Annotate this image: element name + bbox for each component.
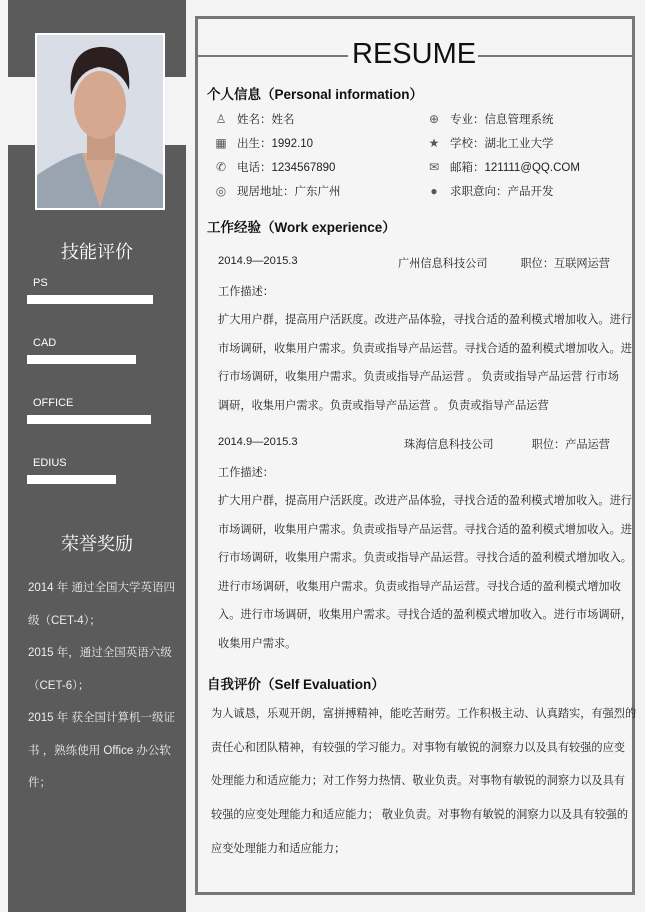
info-text: 学校：湖北工业大学 (450, 138, 554, 150)
location-icon: ◎ (215, 184, 227, 198)
info-text: 求职意向：产品开发 (450, 186, 554, 198)
job-desc-line: 行市场调研，收集用户需求。负责或指导产品运营 。 负责或指导产品运营 行市场 (218, 371, 619, 383)
self-eval-line: 应变处理能力和适应能力； (211, 842, 346, 855)
personal-info-heading: 个人信息（Personal information） (207, 87, 424, 102)
skill-level-bar (27, 295, 153, 304)
user-icon: ♙ (215, 112, 227, 126)
honor-line: 级（CET-4）； (28, 614, 101, 627)
job-desc-line: 收集用户需求。 (218, 637, 297, 650)
self-eval-line: 责任心和团队精神，有较强的学习能力。对事物有敏锐的洞察力以及具有较强的应变 (211, 741, 625, 754)
title-rule-left (198, 55, 348, 57)
job-period: 2014.9—2015.3 (218, 436, 298, 448)
info-text: 电话：1234567890 (237, 162, 336, 174)
info-text: 出生：1992.10 (237, 138, 314, 150)
skills-title: 技能评价 (61, 242, 133, 262)
info-item-right (427, 135, 554, 151)
job-company: 珠海信息科技公司 (404, 439, 494, 451)
job-desc-line: 市场调研，收集用户需求。负责或指导产品运营。寻找合适的盈利模式增加收入。进 (218, 523, 632, 536)
job-position: 职位：产品运营 (531, 439, 610, 451)
target-icon: ⊕ (428, 112, 440, 126)
info-text: 现居地址：广东广州 (237, 186, 341, 198)
job-period: 2014.9—2015.3 (218, 255, 298, 267)
skill-level-bar (27, 355, 136, 364)
info-item-left (214, 183, 341, 199)
skill-name: PS (33, 277, 48, 289)
info-text: 邮箱：121111@QQ.COM (450, 162, 580, 174)
skill-level-bar (27, 475, 116, 484)
honor-line: 2015 年，通过全国英语六级 (28, 647, 172, 659)
info-item-right (427, 111, 554, 127)
job-position: 职位：互联网运营 (520, 258, 610, 270)
profile-photo (35, 33, 165, 210)
info-item-left (214, 111, 295, 127)
honor-line: （CET-6）； (28, 679, 90, 692)
mail-icon: ✉ (428, 160, 440, 174)
job-desc-line: 入。进行市场调研，收集用户需求。寻找合适的盈利模式增加收入。进行市场调研， (218, 609, 632, 621)
self-eval-line: 处理能力和适应能力；对工作努力热情、敬业负责。对事物有敏锐的洞察力以及具有 (211, 775, 625, 788)
skill-name: CAD (33, 337, 57, 349)
job-desc-line: 扩大用户群，提高用户活跃度。改进产品体验，寻找合适的盈利模式增加收入。进行 (218, 495, 632, 507)
job-desc-line: 市场调研，收集用户需求。负责或指导产品运营。寻找合适的盈利模式增加收入。进 (218, 342, 632, 355)
job-desc-line: 调研，收集用户需求。负责或指导产品运营 。 负责或指导产品运营 (218, 399, 549, 412)
info-item-right (427, 159, 580, 175)
info-item-right (427, 183, 554, 199)
honor-line: 书 ，熟练使用 Office 办公软 (28, 744, 171, 757)
job-desc-line: 扩大用户群，提高用户活跃度。改进产品体验，寻找合适的盈利模式增加收入。进行 (218, 314, 632, 326)
calendar-icon: ▦ (215, 136, 227, 150)
job-desc-line: 进行市场调研，收集用户需求。负责或指导产品运营。寻找合适的盈利模式增加收 (218, 580, 621, 593)
info-text: 专业：信息管理系统 (450, 114, 554, 126)
self-evaluation-heading: 自我评价（Self Evaluation） (207, 677, 385, 692)
honor-line: 件； (28, 777, 51, 789)
honor-line: 2015 年 获全国计算机一级证 (28, 712, 175, 724)
info-item-left (214, 159, 335, 175)
job-desc-label: 工作描述： (218, 286, 274, 298)
school-icon: ★ (428, 136, 440, 150)
phone-icon: ✆ (215, 160, 227, 174)
honor-line: 2014 年 通过全国大学英语四 (28, 582, 175, 594)
work-experience-heading: 工作经验（Work experience） (207, 220, 396, 235)
honors-title: 荣誉奖励 (61, 534, 133, 554)
page-title: RESUME (352, 38, 477, 70)
skill-level-bar (27, 415, 151, 424)
title-rule-right (478, 55, 632, 57)
job-desc-line: 行市场调研，收集用户需求。负责或指导产品运营。寻找合适的盈利模式增加收入。 (218, 552, 632, 564)
job-icon: ● (430, 184, 438, 198)
self-eval-line: 较强的应变处理能力和适应能力； 敬业负责。对事物有敏锐的洞察力以及具有较强的 (211, 809, 629, 822)
info-text: 姓名：姓名 (237, 114, 295, 126)
info-item-left (214, 135, 313, 151)
skill-name: OFFICE (33, 397, 74, 409)
job-company: 广州信息科技公司 (398, 258, 488, 270)
skill-name: EDIUS (33, 457, 67, 469)
self-eval-line: 为人诚恳，乐观开朗，富拼搏精神，能吃苦耐劳。工作积极主动、认真踏实，有强烈的 (211, 708, 637, 720)
job-desc-label: 工作描述： (218, 467, 274, 479)
